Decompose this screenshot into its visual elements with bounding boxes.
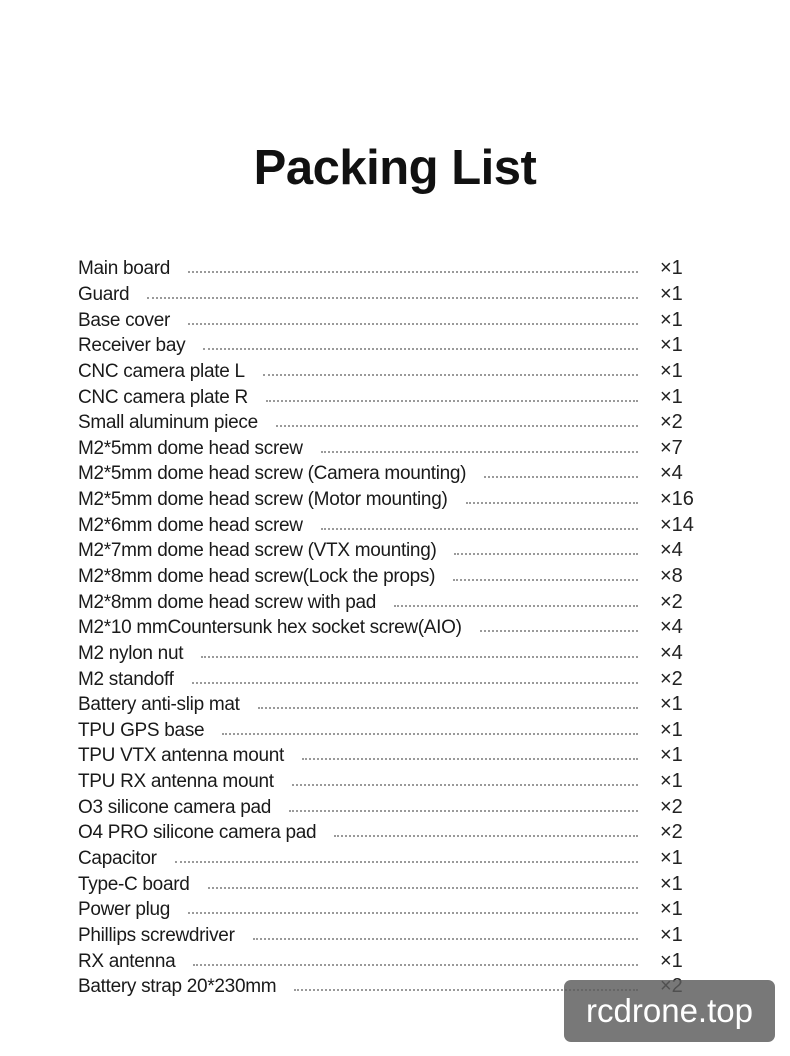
- item-name: M2 standoff: [78, 668, 174, 690]
- item-name: M2*8mm dome head screw with pad: [78, 591, 377, 613]
- item-name: TPU VTX antenna mount: [78, 745, 284, 767]
- list-item: [78, 897, 728, 923]
- list-item: [78, 282, 728, 308]
- dotted-leader: [147, 296, 638, 299]
- dotted-leader: [193, 963, 638, 966]
- dotted-leader: [302, 757, 638, 760]
- item-name: Type-C board: [78, 873, 190, 895]
- item-quantity: ×2: [660, 795, 683, 818]
- item-name: RX antenna: [78, 950, 176, 972]
- item-name: M2*5mm dome head screw (Camera mounting): [78, 463, 467, 485]
- item-quantity: ×1: [660, 282, 683, 305]
- item-quantity: ×2: [660, 821, 683, 844]
- dotted-leader: [203, 347, 638, 350]
- dotted-leader: [263, 373, 638, 376]
- list-item: [78, 820, 728, 846]
- item-quantity: ×1: [660, 257, 683, 280]
- dotted-leader: [192, 681, 638, 684]
- item-quantity: ×4: [660, 641, 683, 664]
- dotted-leader: [321, 450, 638, 453]
- dotted-leader: [222, 732, 638, 735]
- page-title: Packing List: [253, 141, 537, 195]
- list-item: [78, 666, 728, 692]
- item-name: Battery strap 20*230mm: [78, 976, 277, 998]
- list-item: [78, 359, 728, 385]
- dotted-leader: [321, 527, 638, 530]
- item-name: Base cover: [78, 309, 171, 331]
- item-quantity: ×2: [660, 590, 683, 613]
- item-quantity: ×4: [660, 462, 683, 485]
- dotted-leader: [334, 834, 638, 837]
- item-name: M2*6mm dome head screw: [78, 514, 303, 536]
- dotted-leader: [480, 629, 638, 632]
- list-item: [78, 743, 728, 769]
- list-item: [78, 846, 728, 872]
- item-quantity: ×1: [660, 359, 683, 382]
- list-item: [78, 923, 728, 949]
- item-name: Small aluminum piece: [78, 412, 258, 434]
- item-quantity: ×1: [660, 770, 683, 793]
- item-quantity: ×7: [660, 436, 683, 459]
- dotted-leader: [292, 783, 638, 786]
- item-quantity: ×1: [660, 872, 683, 895]
- item-quantity: ×1: [660, 385, 683, 408]
- dotted-leader: [394, 604, 638, 607]
- item-name: TPU RX antenna mount: [78, 771, 274, 793]
- item-quantity: ×1: [660, 949, 683, 972]
- item-quantity: ×16: [660, 488, 694, 511]
- item-name: M2*10 mmCountersunk hex socket screw(AIO): [78, 617, 462, 639]
- item-name: CNC camera plate R: [78, 386, 248, 408]
- dotted-leader: [289, 809, 638, 812]
- list-item: [78, 538, 728, 564]
- list-item: [78, 871, 728, 897]
- item-quantity: ×1: [660, 923, 683, 946]
- list-item: [78, 256, 728, 282]
- list-item: [78, 307, 728, 333]
- list-item: [78, 948, 728, 974]
- item-quantity: ×1: [660, 334, 683, 357]
- dotted-leader: [276, 424, 638, 427]
- dotted-leader: [466, 501, 639, 504]
- dotted-leader: [201, 655, 638, 658]
- item-name: Phillips screwdriver: [78, 924, 235, 946]
- list-item: [78, 384, 728, 410]
- item-name: O3 silicone camera pad: [78, 796, 272, 818]
- item-quantity: ×4: [660, 616, 683, 639]
- list-item: [78, 589, 728, 615]
- item-name: M2*5mm dome head screw (Motor mounting): [78, 489, 448, 511]
- list-item: [78, 564, 728, 590]
- list-item: [78, 512, 728, 538]
- item-quantity: ×1: [660, 308, 683, 331]
- dotted-leader: [188, 911, 638, 914]
- item-quantity: ×8: [660, 565, 683, 587]
- item-quantity: ×14: [660, 513, 694, 536]
- item-name: Capacitor: [78, 848, 157, 870]
- item-name: Power plug: [78, 899, 171, 921]
- item-name: M2*7mm dome head screw (VTX mounting): [78, 540, 437, 562]
- item-quantity: ×1: [660, 693, 683, 716]
- dotted-leader: [188, 270, 638, 273]
- list-item: [78, 641, 728, 667]
- item-name: CNC camera plate L: [78, 360, 245, 382]
- item-quantity: ×4: [660, 539, 683, 562]
- item-name: M2 nylon nut: [78, 642, 184, 664]
- item-quantity: ×1: [660, 744, 683, 767]
- dotted-leader: [188, 322, 638, 325]
- dotted-leader: [454, 552, 638, 555]
- item-name: Receiver bay: [78, 335, 186, 357]
- item-name: M2*5mm dome head screw: [78, 437, 303, 459]
- dotted-leader: [253, 937, 638, 940]
- packing-list: [78, 256, 728, 1000]
- list-item: [78, 333, 728, 359]
- dotted-leader: [453, 578, 638, 581]
- item-name: O4 PRO silicone camera pad: [78, 822, 317, 844]
- list-item: [78, 435, 728, 461]
- list-item: [78, 461, 728, 487]
- item-name: Battery anti-slip mat: [78, 694, 240, 716]
- item-quantity: ×2: [660, 411, 683, 434]
- item-quantity: ×2: [660, 667, 683, 690]
- item-quantity: ×1: [660, 718, 683, 741]
- item-quantity: ×1: [660, 898, 683, 921]
- watermark: rcdrone.top: [564, 980, 775, 1042]
- item-quantity: ×1: [660, 847, 683, 870]
- list-item: [78, 487, 728, 513]
- item-name: TPU GPS base: [78, 719, 205, 741]
- dotted-leader: [258, 706, 638, 709]
- dotted-leader: [266, 399, 638, 402]
- list-item: [78, 615, 728, 641]
- dotted-leader: [484, 475, 638, 478]
- item-name: Main board: [78, 258, 171, 280]
- list-item: [78, 718, 728, 744]
- item-name: M2*8mm dome head screw(Lock the props): [78, 566, 436, 587]
- list-item: [78, 692, 728, 718]
- list-item: [78, 410, 728, 436]
- dotted-leader: [208, 886, 638, 889]
- list-item: [78, 769, 728, 795]
- dotted-leader: [175, 860, 638, 863]
- item-name: Guard: [78, 283, 130, 305]
- list-item: [78, 794, 728, 820]
